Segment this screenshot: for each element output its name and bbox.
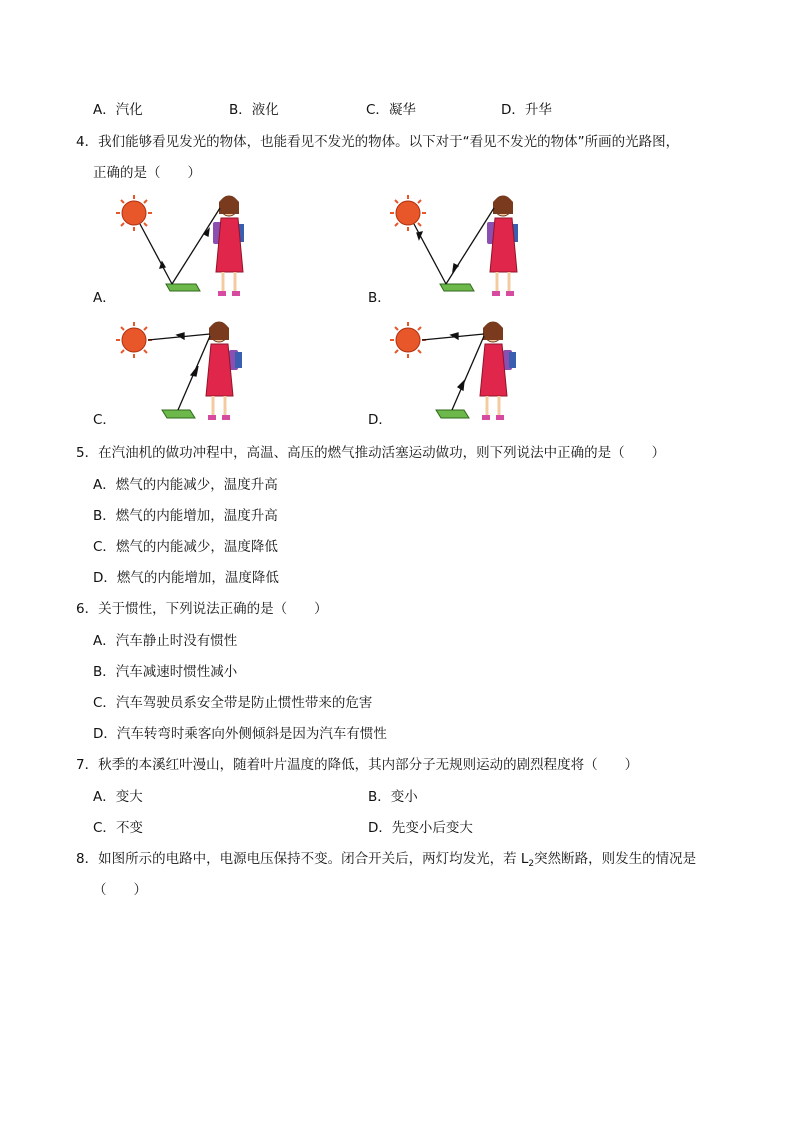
q6-option-c: C．汽车驾驶员系安全带是防止惯性带来的危害: [93, 695, 373, 711]
sun-icon: [116, 195, 152, 231]
light-path-diagram-d: [386, 314, 556, 429]
sun-icon: [116, 322, 152, 358]
q5-option-a: A．燃气的内能减少，温度升高: [93, 477, 278, 493]
q3-option-b: B．液化: [229, 102, 279, 118]
sun-icon: [390, 322, 426, 358]
l2-subscript: 2: [528, 859, 535, 869]
q3-option-d: D．升华: [501, 102, 552, 118]
q5-option-c: C．燃气的内能减少，温度降低: [93, 539, 278, 555]
q4-figure-d: [386, 314, 556, 429]
q4-figure-b-label: B．: [368, 290, 391, 306]
book-icon: [162, 410, 195, 418]
q4-stem-line2: 正确的是（ ）: [93, 165, 201, 181]
q7-option-a: A．变大: [93, 789, 143, 805]
q6-option-b: B．汽车减速时惯性减小: [93, 664, 238, 680]
q4-stem-line1: 4．我们能够看见发光的物体，也能看见不发光的物体。以下对于“看见不发光的物体”所画的光路图，: [76, 134, 680, 150]
book-icon: [440, 284, 474, 291]
q4-figure-b: [386, 192, 556, 307]
q6-option-a: A．汽车静止时没有惯性: [93, 633, 238, 649]
book-icon: [436, 410, 469, 418]
q8-stem-line2: （ ）: [93, 882, 147, 898]
q4-figure-c-label: C．: [93, 412, 116, 428]
sun-icon: [390, 195, 426, 231]
q4-figure-c: [112, 314, 282, 429]
q3-option-a: A．汽化: [93, 102, 143, 118]
q6-option-d: D．汽车转弯时乘客向外侧倾斜是因为汽车有惯性: [93, 726, 387, 742]
q5-stem: 5．在汽油机的做功冲程中，高温、高压的燃气推动活塞运动做功，则下列说法中正确的是（ ）: [76, 445, 666, 461]
q7-option-d: D．先变小后变大: [368, 820, 473, 836]
q7-stem: 7．秋季的本溪红叶漫山，随着叶片温度的降低，其内部分子无规则运动的剧烈程度将（ ）: [76, 757, 639, 773]
light-rays: [422, 333, 484, 410]
q7-option-c: C．不变: [93, 820, 143, 836]
q4-figure-d-label: D．: [368, 412, 392, 428]
light-rays: [148, 333, 210, 410]
q5-option-d: D．燃气的内能增加，温度降低: [93, 570, 279, 586]
q4-figure-a: [112, 192, 282, 307]
light-rays: [140, 208, 220, 284]
light-path-diagram-c: [112, 314, 282, 429]
q6-stem: 6．关于惯性，下列说法正确的是（ ）: [76, 601, 328, 617]
q3-option-c: C．凝华: [366, 102, 416, 118]
light-path-diagram-b: [386, 192, 556, 307]
q7-option-b: B．变小: [368, 789, 418, 805]
q8-stem-line1: 8．如图所示的电路中，电源电压保持不变。闭合开关后，两灯均发光，若 $L_2$突然断路，则发生的情况是: [76, 851, 697, 869]
light-rays: [414, 208, 494, 284]
light-path-diagram-a: [112, 192, 282, 307]
book-icon: [166, 284, 200, 291]
q5-option-b: B．燃气的内能增加，温度升高: [93, 508, 278, 524]
q4-figure-a-label: A．: [93, 290, 116, 306]
girl-figure: [480, 322, 516, 420]
girl-figure: [206, 322, 242, 420]
